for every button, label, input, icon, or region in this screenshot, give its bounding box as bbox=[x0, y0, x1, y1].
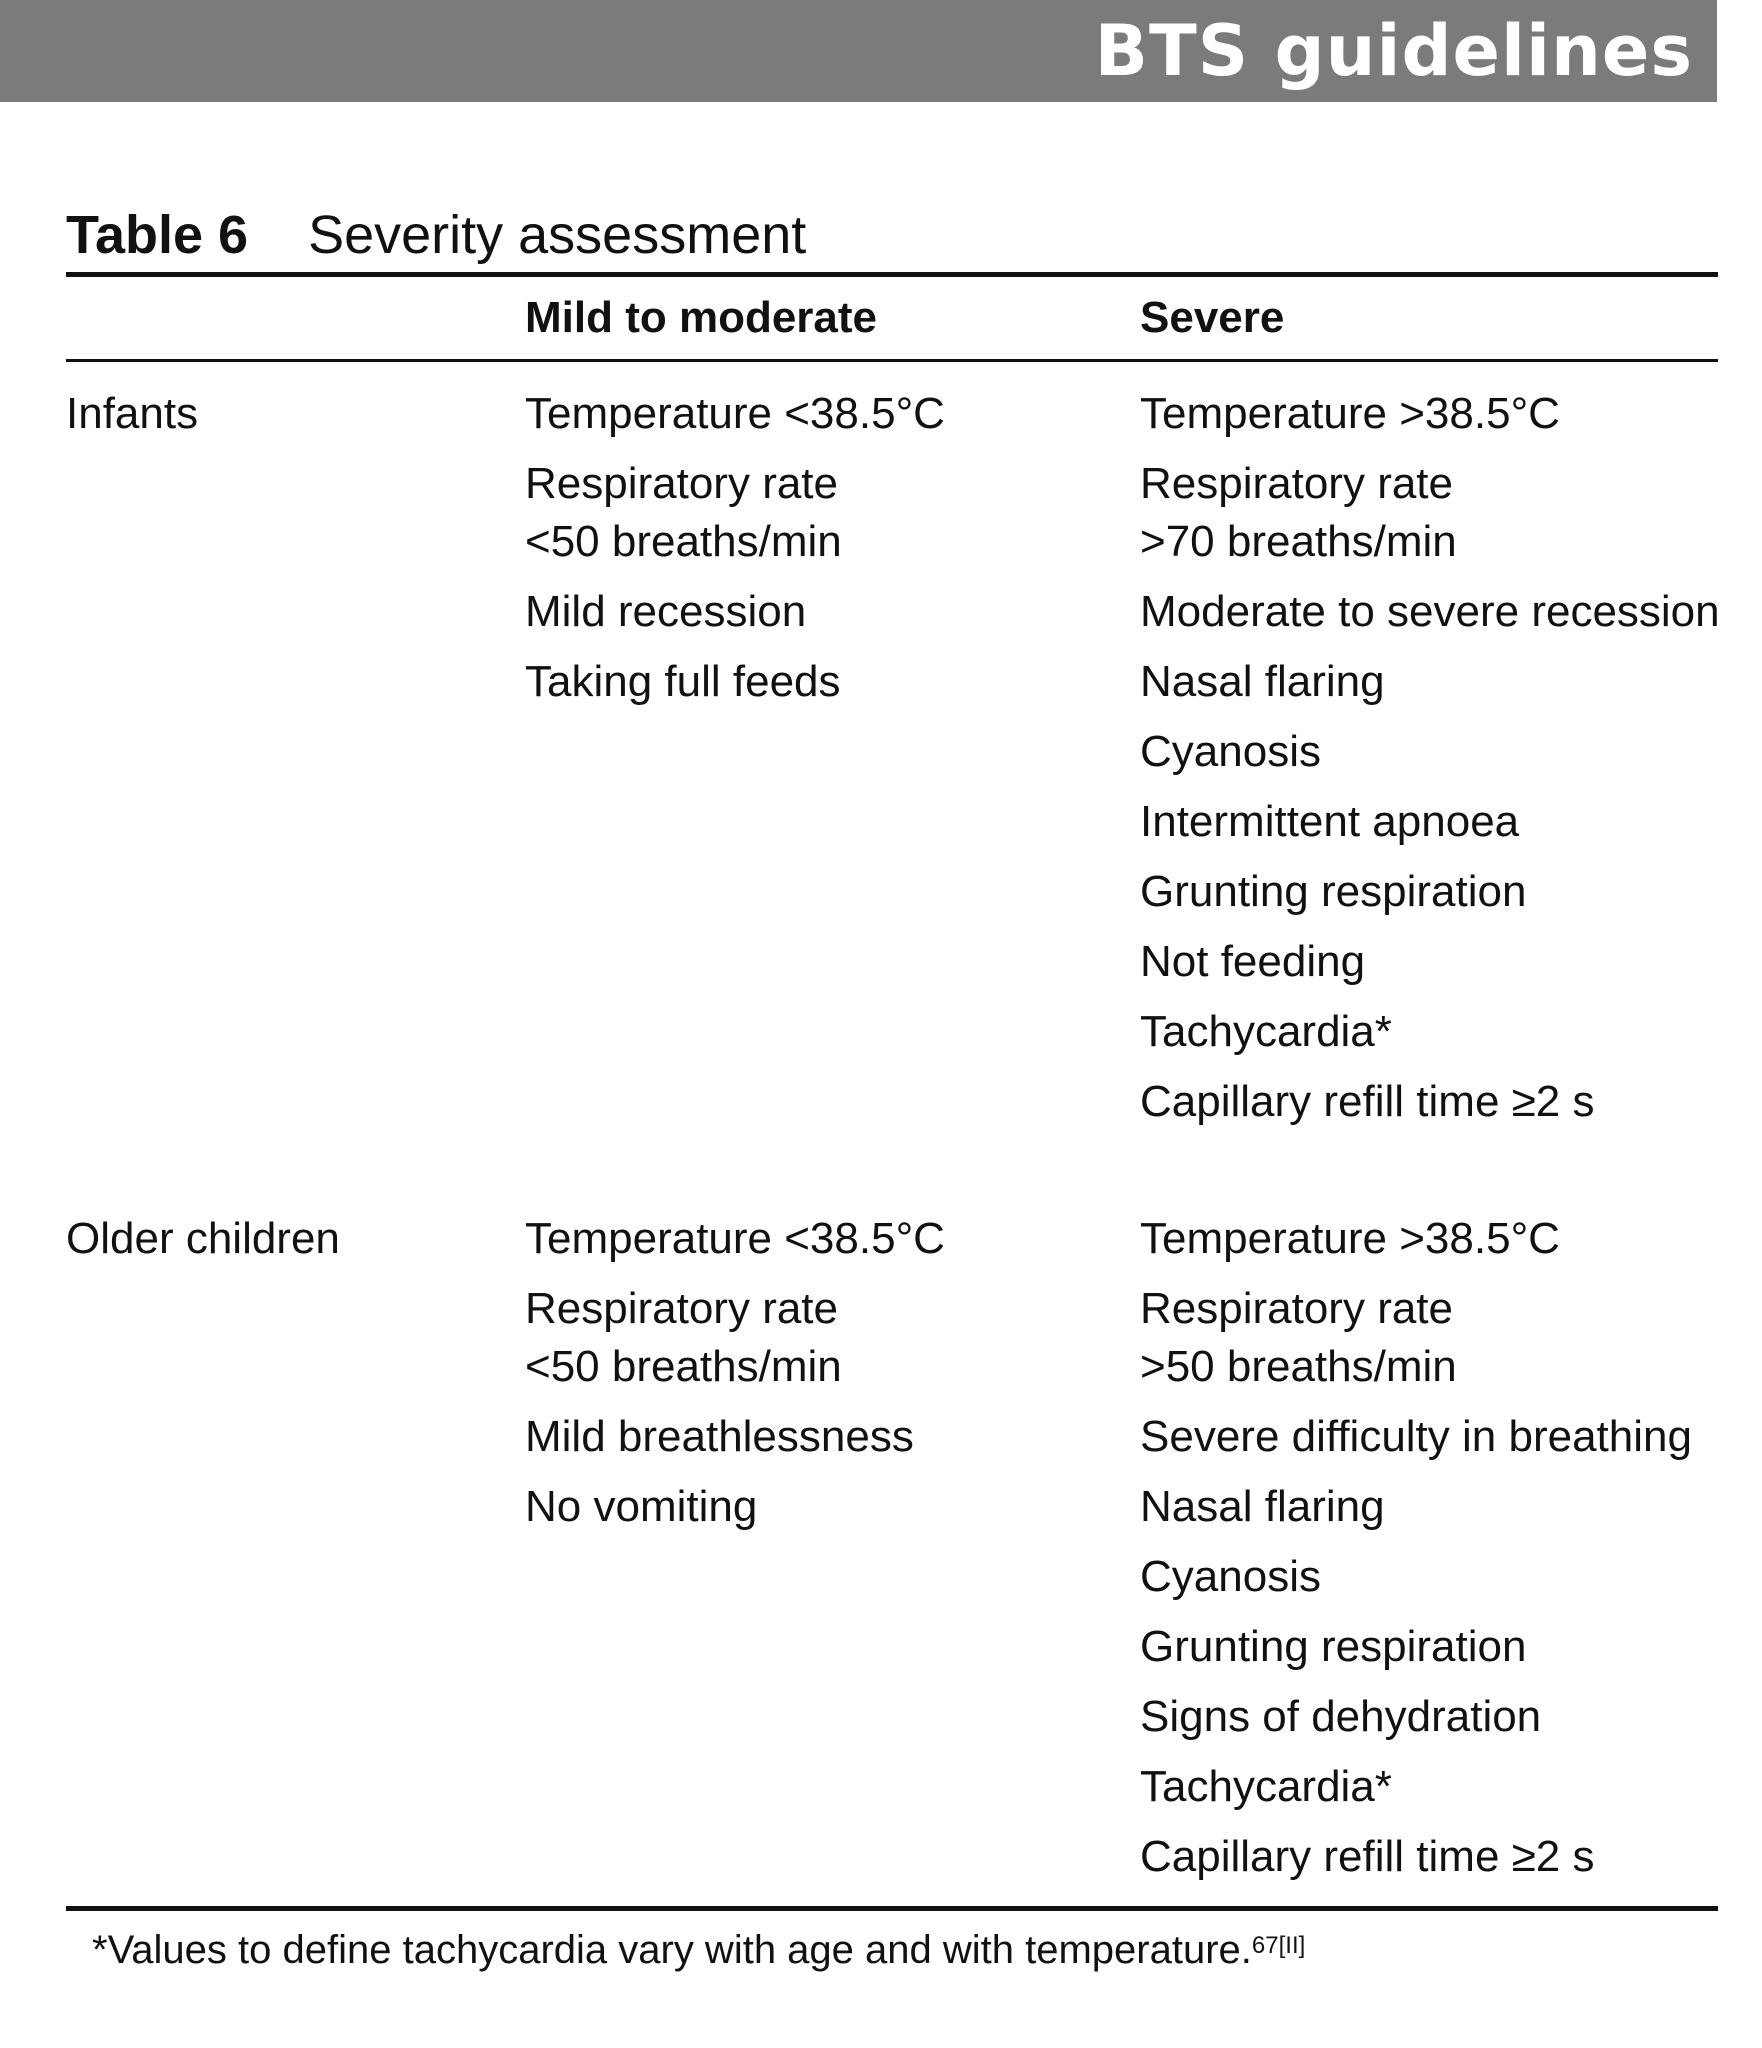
column-header-severe: Severe bbox=[1140, 293, 1285, 342]
list-item: Grunting respiration bbox=[1140, 1622, 1527, 1671]
list-item: Respiratory rate >50 breaths/min bbox=[1140, 1284, 1457, 1391]
mild-criteria-list bbox=[525, 385, 1125, 723]
group-label: Older children bbox=[66, 1214, 340, 1263]
list-item: Tachycardia* bbox=[1140, 1007, 1392, 1056]
column-header-mild: Mild to moderate bbox=[525, 293, 878, 342]
list-item: Temperature >38.5°C bbox=[1140, 389, 1560, 438]
list-item: Cyanosis bbox=[1140, 1552, 1321, 1601]
list-item: Moderate to severe recession bbox=[1140, 587, 1720, 636]
list-item: Mild recession bbox=[525, 587, 807, 636]
footnote-text: *Values to define tachycardia vary with age and with temperature. bbox=[92, 1928, 1252, 1972]
severe-criteria-list bbox=[1140, 1210, 1740, 1898]
list-item: Temperature <38.5°C bbox=[525, 389, 945, 438]
list-item: Temperature >38.5°C bbox=[1140, 1214, 1560, 1263]
list-item: Tachycardia* bbox=[1140, 1762, 1392, 1811]
list-item: Severe difficulty in breathing bbox=[1140, 1412, 1692, 1461]
table-footnote bbox=[92, 1922, 1305, 1978]
table-caption bbox=[66, 200, 806, 270]
header-title: BTS guidelines bbox=[1094, 10, 1693, 92]
list-item: Mild breathlessness bbox=[525, 1412, 914, 1461]
list-item: Capillary refill time ≥2 s bbox=[1140, 1077, 1595, 1126]
list-item: Taking full feeds bbox=[525, 657, 841, 706]
list-item: Respiratory rate <50 breaths/min bbox=[525, 1284, 842, 1391]
list-item: Nasal flaring bbox=[1140, 1482, 1385, 1531]
header-banner bbox=[0, 0, 1717, 102]
list-item: No vomiting bbox=[525, 1482, 758, 1531]
list-item: Nasal flaring bbox=[1140, 657, 1385, 706]
list-item: Cyanosis bbox=[1140, 727, 1321, 776]
list-item: Grunting respiration bbox=[1140, 867, 1527, 916]
table-header-rule bbox=[66, 359, 1718, 362]
list-item: Respiratory rate >70 breaths/min bbox=[1140, 459, 1457, 566]
list-item: Temperature <38.5°C bbox=[525, 1214, 945, 1263]
table-title: Severity assessment bbox=[308, 205, 807, 265]
severe-criteria-list bbox=[1140, 385, 1740, 1143]
list-item: Respiratory rate <50 breaths/min bbox=[525, 459, 842, 566]
table-top-rule bbox=[66, 272, 1718, 277]
mild-criteria-list bbox=[525, 1210, 1125, 1548]
table-label: Table 6 bbox=[66, 205, 249, 265]
group-label: Infants bbox=[66, 389, 199, 438]
list-item: Intermittent apnoea bbox=[1140, 797, 1520, 846]
list-item: Not feeding bbox=[1140, 937, 1366, 986]
list-item: Signs of dehydration bbox=[1140, 1692, 1542, 1741]
list-item: Capillary refill time ≥2 s bbox=[1140, 1832, 1595, 1881]
table-bottom-rule bbox=[66, 1906, 1718, 1911]
footnote-reference: 67[II] bbox=[1251, 1932, 1306, 1959]
